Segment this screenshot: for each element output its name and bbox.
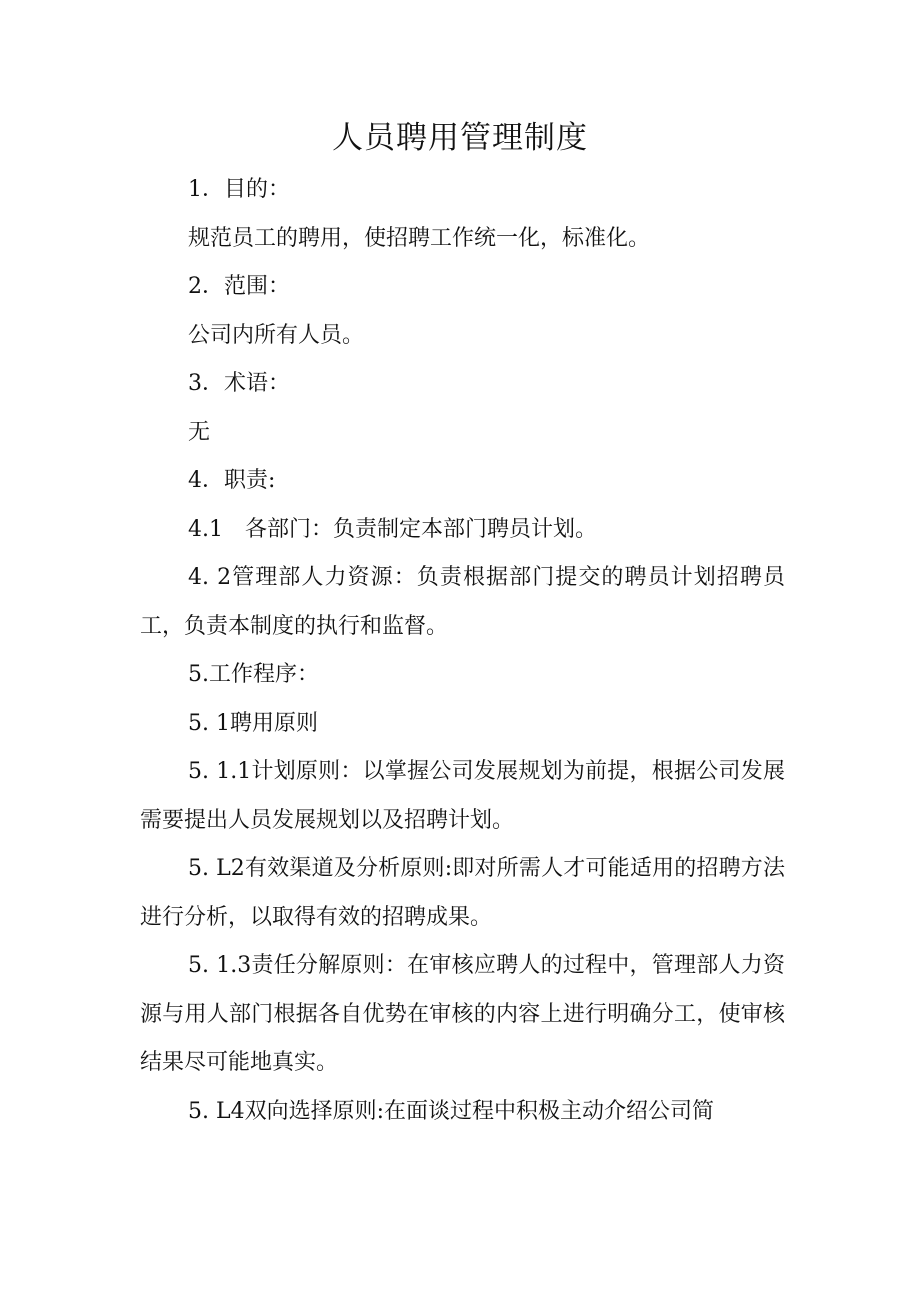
paragraph-purpose-heading: 1．目的：: [188, 177, 290, 202]
document-title: 人员聘用管理制度: [332, 120, 588, 156]
paragraph-principle-5-1-4: 5. L4双向选择原则:在面谈过程中积极主动介绍公司简: [188, 1098, 715, 1124]
paragraph-duty-4-1: 4.1 各部门：负责制定本部门聘员计划。: [188, 516, 597, 542]
paragraph-principle-5-1-1: 5. 1.1计划原则：以掌握公司发展规划为前提，根据公司发展需要提出人员发展规划以及招聘计划。: [140, 759, 785, 833]
paragraph-scope-heading: 2．范围：: [188, 274, 290, 299]
paragraph-principle-5-1-2: 5. L2有效渠道及分析原则:即对所需人才可能适用的招聘方法进行分析，以取得有效的招聘成果。: [140, 856, 785, 930]
paragraph-scope: 公司内所有人员。: [188, 322, 365, 348]
paragraph-principle-5-1-3: 5. 1.3责任分解原则：在审核应聘人的过程中，管理部人力资源与用人部门根据各自优势在审核的内容上进行明确分工，使审核结果尽可能地真实。: [140, 953, 785, 1075]
paragraph-terms: 无: [188, 419, 211, 445]
paragraph-terms-heading: 3．术语：: [188, 371, 290, 396]
paragraph-duties-heading: 4．职责:: [188, 468, 276, 493]
paragraph-purpose: 规范员工的聘用，使招聘工作统一化，标准化。: [188, 225, 651, 251]
document-body: [140, 166, 785, 1136]
paragraph-principles-heading: 5. 1聘用原则: [188, 710, 318, 736]
paragraph-duty-4-2: 4. 2管理部人力资源：负责根据部门提交的聘员计划招聘员工，负责本制度的执行和监督。: [140, 565, 785, 639]
paragraph-procedure-heading: 5.工作程序：: [188, 662, 319, 687]
